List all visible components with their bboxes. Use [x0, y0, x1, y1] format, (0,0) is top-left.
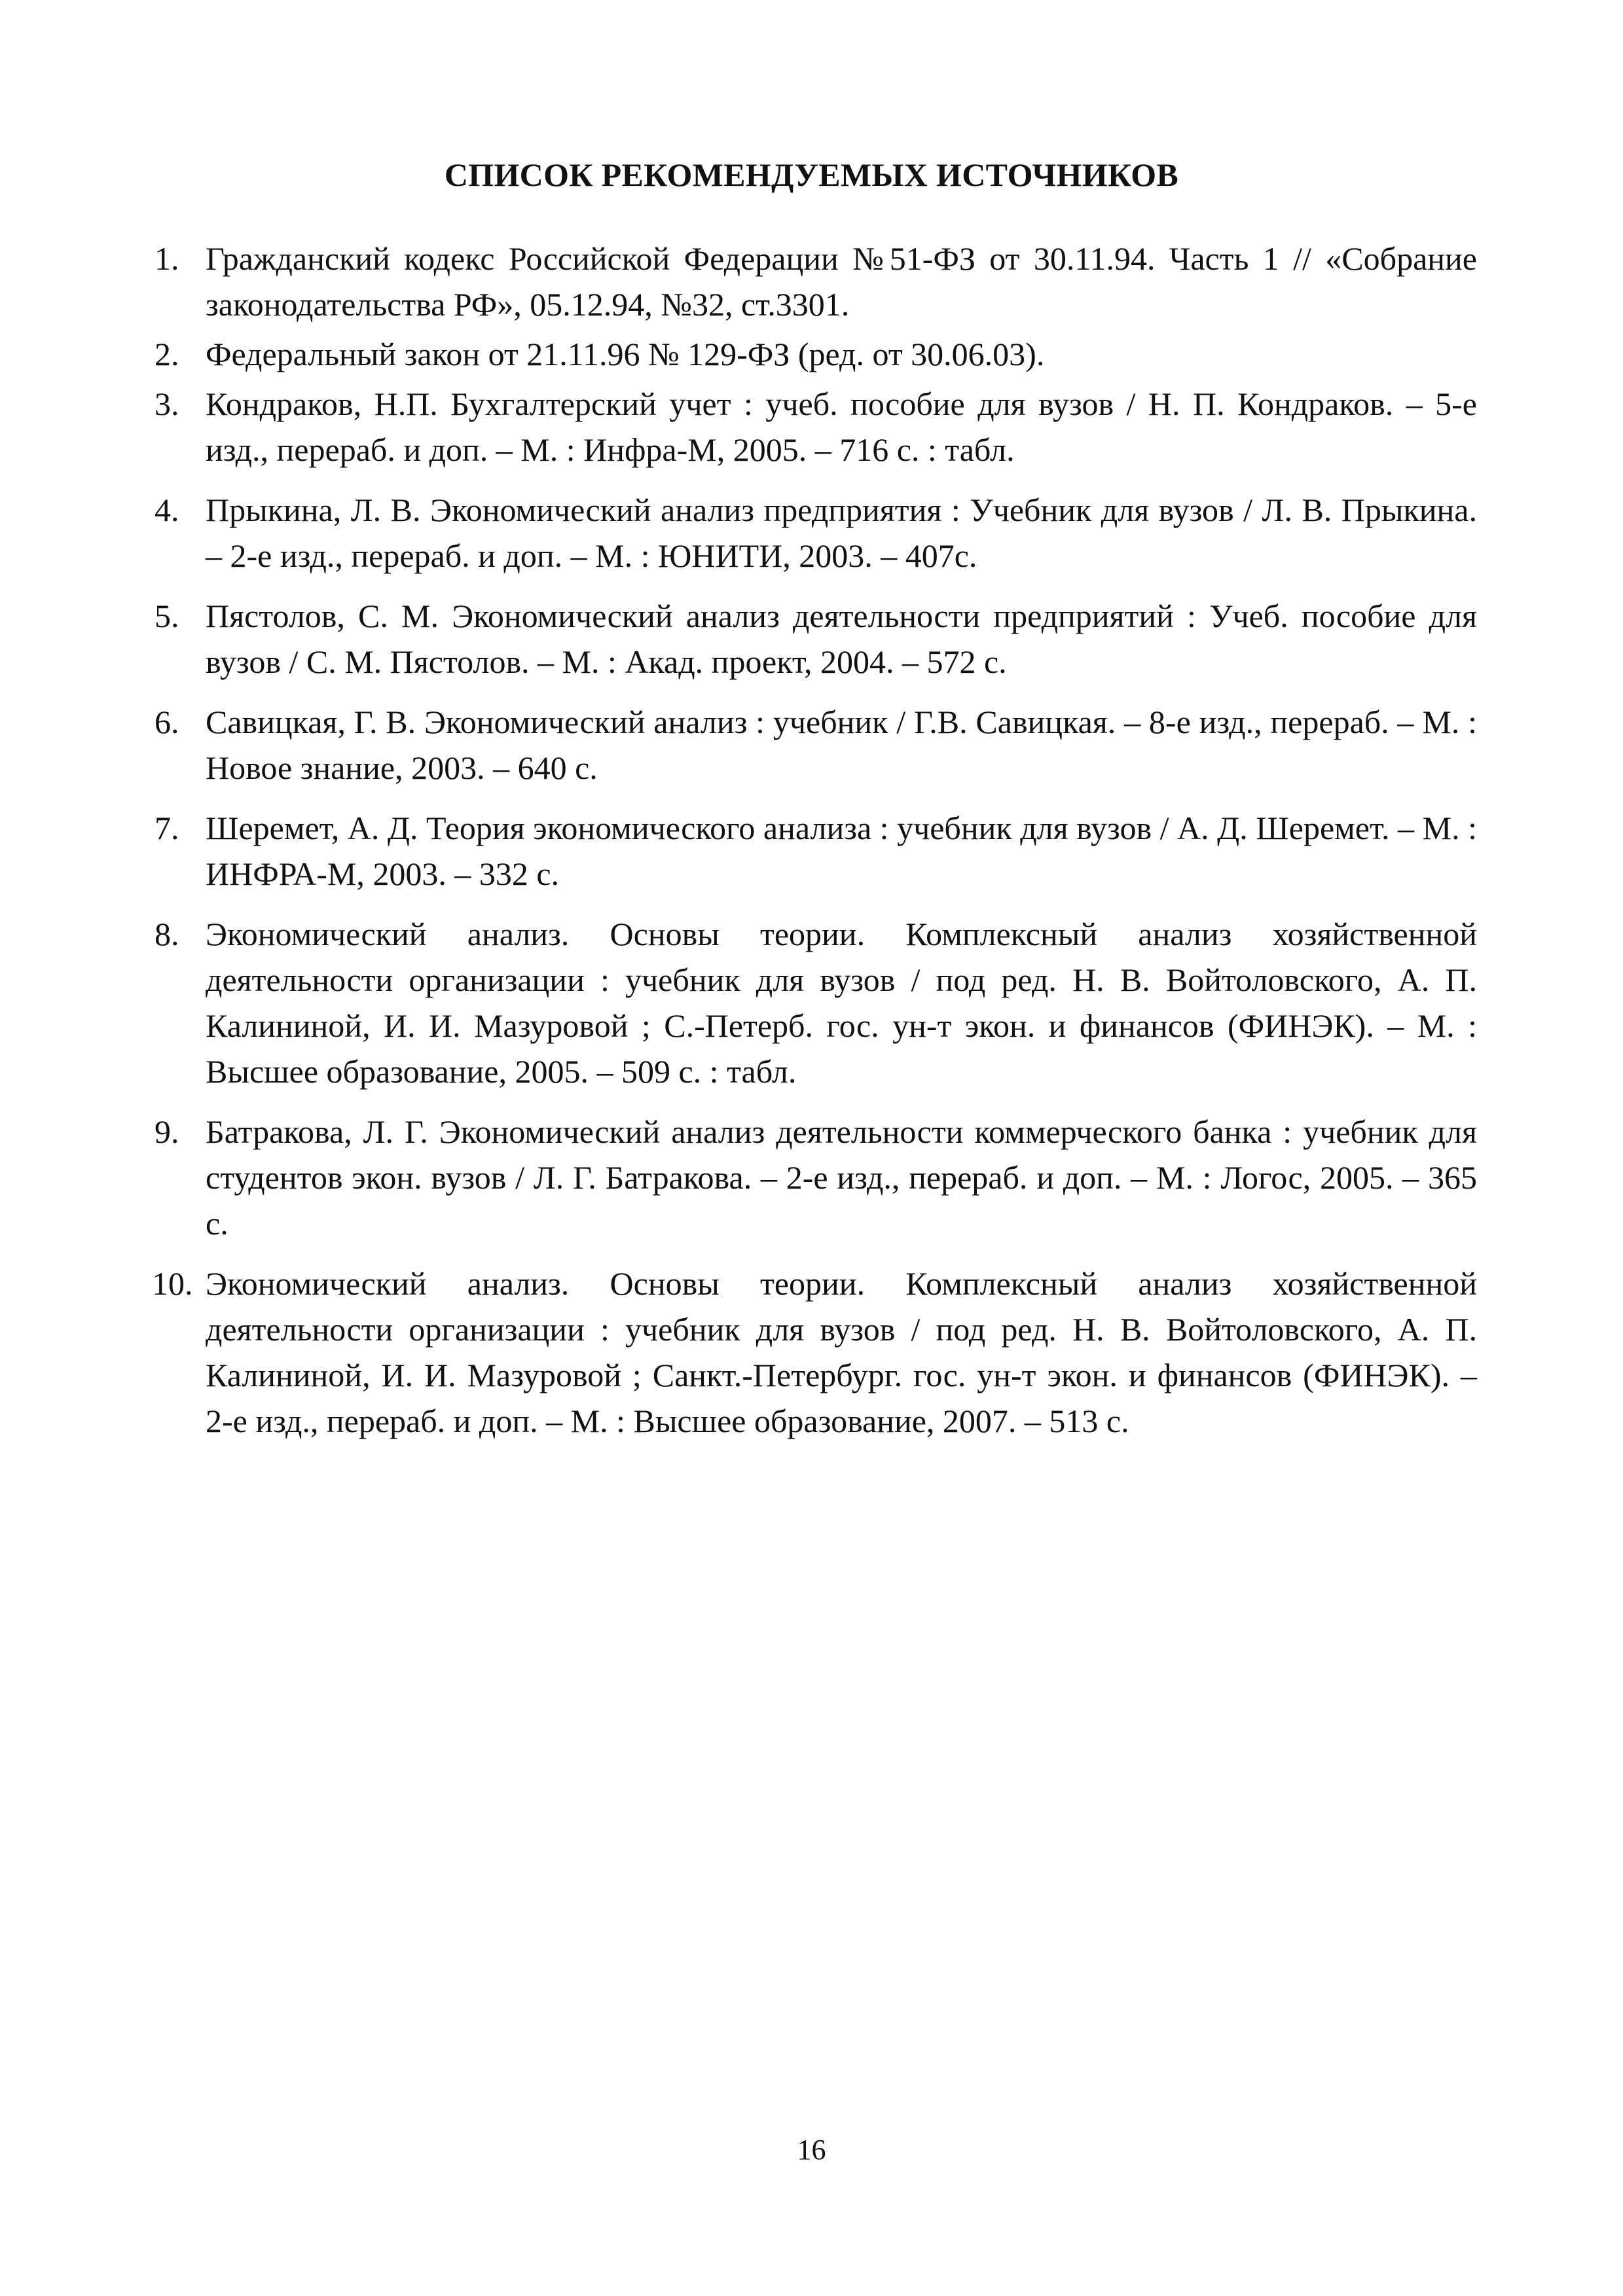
page-number: 16: [797, 2134, 826, 2166]
reference-text: Экономический анализ. Основы теории. Комплексный анализ хозяйственной деятельности организации : учебник для вузов / под ред. Н. В. Войтоловского, А. П. Калининой, И. И. Мазуровой ; С.-Петерб. гос. ун-т экон. и финансов (ФИНЭК). – М. : Высшее образование, 2005. – 509 с. : табл.: [206, 916, 1477, 1090]
reference-number: 6.: [155, 704, 179, 740]
reference-item-5: [155, 593, 1477, 685]
reference-number: 5.: [155, 598, 179, 634]
reference-number: 7.: [155, 810, 179, 846]
reference-text: Кондраков, Н.П. Бухгалтерский учет : учеб. пособие для вузов / Н. П. Кондраков. – 5-е изд., перераб. и доп. – М. : Инфра-М, 2005. – 716 с. : табл.: [206, 386, 1477, 468]
reference-item-3: [155, 381, 1477, 473]
reference-text: Шеремет, А. Д. Теория экономического анализа : учебник для вузов / А. Д. Шеремет. – М. : ИНФРА-М, 2003. – 332 с.: [206, 810, 1477, 892]
reference-text: Экономический анализ. Основы теории. Комплексный анализ хозяйственной деятельности организации : учебник для вузов / под ред. Н. В. Войтоловского, А. П. Калининой, И. И. Мазуровой ; Санкт.-Петербург. гос. ун-т экон. и финансов (ФИНЭК). – 2-е изд., перераб. и доп. – М. : Высшее образование, 2007. – 513 с.: [206, 1265, 1477, 1439]
reference-text: Прыкина, Л. В. Экономический анализ предприятия : Учебник для вузов / Л. В. Прыкина. – 2-е изд., перераб. и доп. – М. : ЮНИТИ, 2003. – 407с.: [206, 492, 1477, 574]
reference-item-8: [155, 911, 1477, 1094]
reference-number: 2.: [155, 336, 179, 372]
reference-text: Савицкая, Г. В. Экономический анализ : учебник / Г.В. Савицкая. – 8-е изд., перераб. – М. : Новое знание, 2003. – 640 с.: [206, 704, 1477, 786]
reference-number: 4.: [155, 492, 179, 528]
reference-list: [152, 236, 1477, 1444]
reference-number: 3.: [155, 386, 179, 422]
page-title: СПИСОК РЕКОМЕНДУЕМЫХ ИСТОЧНИКОВ: [444, 156, 1179, 193]
reference-item-9: [155, 1109, 1477, 1246]
reference-item-6: [155, 699, 1477, 791]
reference-item-7: [155, 805, 1477, 897]
reference-text: Пястолов, С. М. Экономический анализ деятельности предприятий : Учеб. пособие для вузов / С. М. Пястолов. – М. : Акад. проект, 2004. – 572 с.: [206, 598, 1477, 680]
reference-item-1: [155, 236, 1477, 327]
reference-text: Батракова, Л. Г. Экономический анализ деятельности коммерческого банка : учебник для студентов экон. вузов / Л. Г. Батракова. – 2-е изд., перераб. и доп. – М. : Логос, 2005. – 365 с.: [206, 1113, 1477, 1242]
reference-number: 1.: [155, 240, 179, 277]
reference-item-2: [155, 331, 1477, 377]
reference-number: 9.: [155, 1113, 179, 1150]
reference-text: Федеральный закон от 21.11.96 № 129-ФЗ (ред. от 30.06.03).: [206, 336, 1045, 372]
reference-number: 8.: [155, 916, 179, 952]
reference-number: 10.: [152, 1265, 193, 1302]
reference-item-10: [152, 1261, 1477, 1444]
reference-item-4: [155, 487, 1477, 579]
reference-text: Гражданский кодекс Российской Федерации №51-ФЗ от 30.11.94. Часть 1 // «Собрание законодательства РФ», 05.12.94, №32, ст.3301.: [206, 240, 1477, 323]
